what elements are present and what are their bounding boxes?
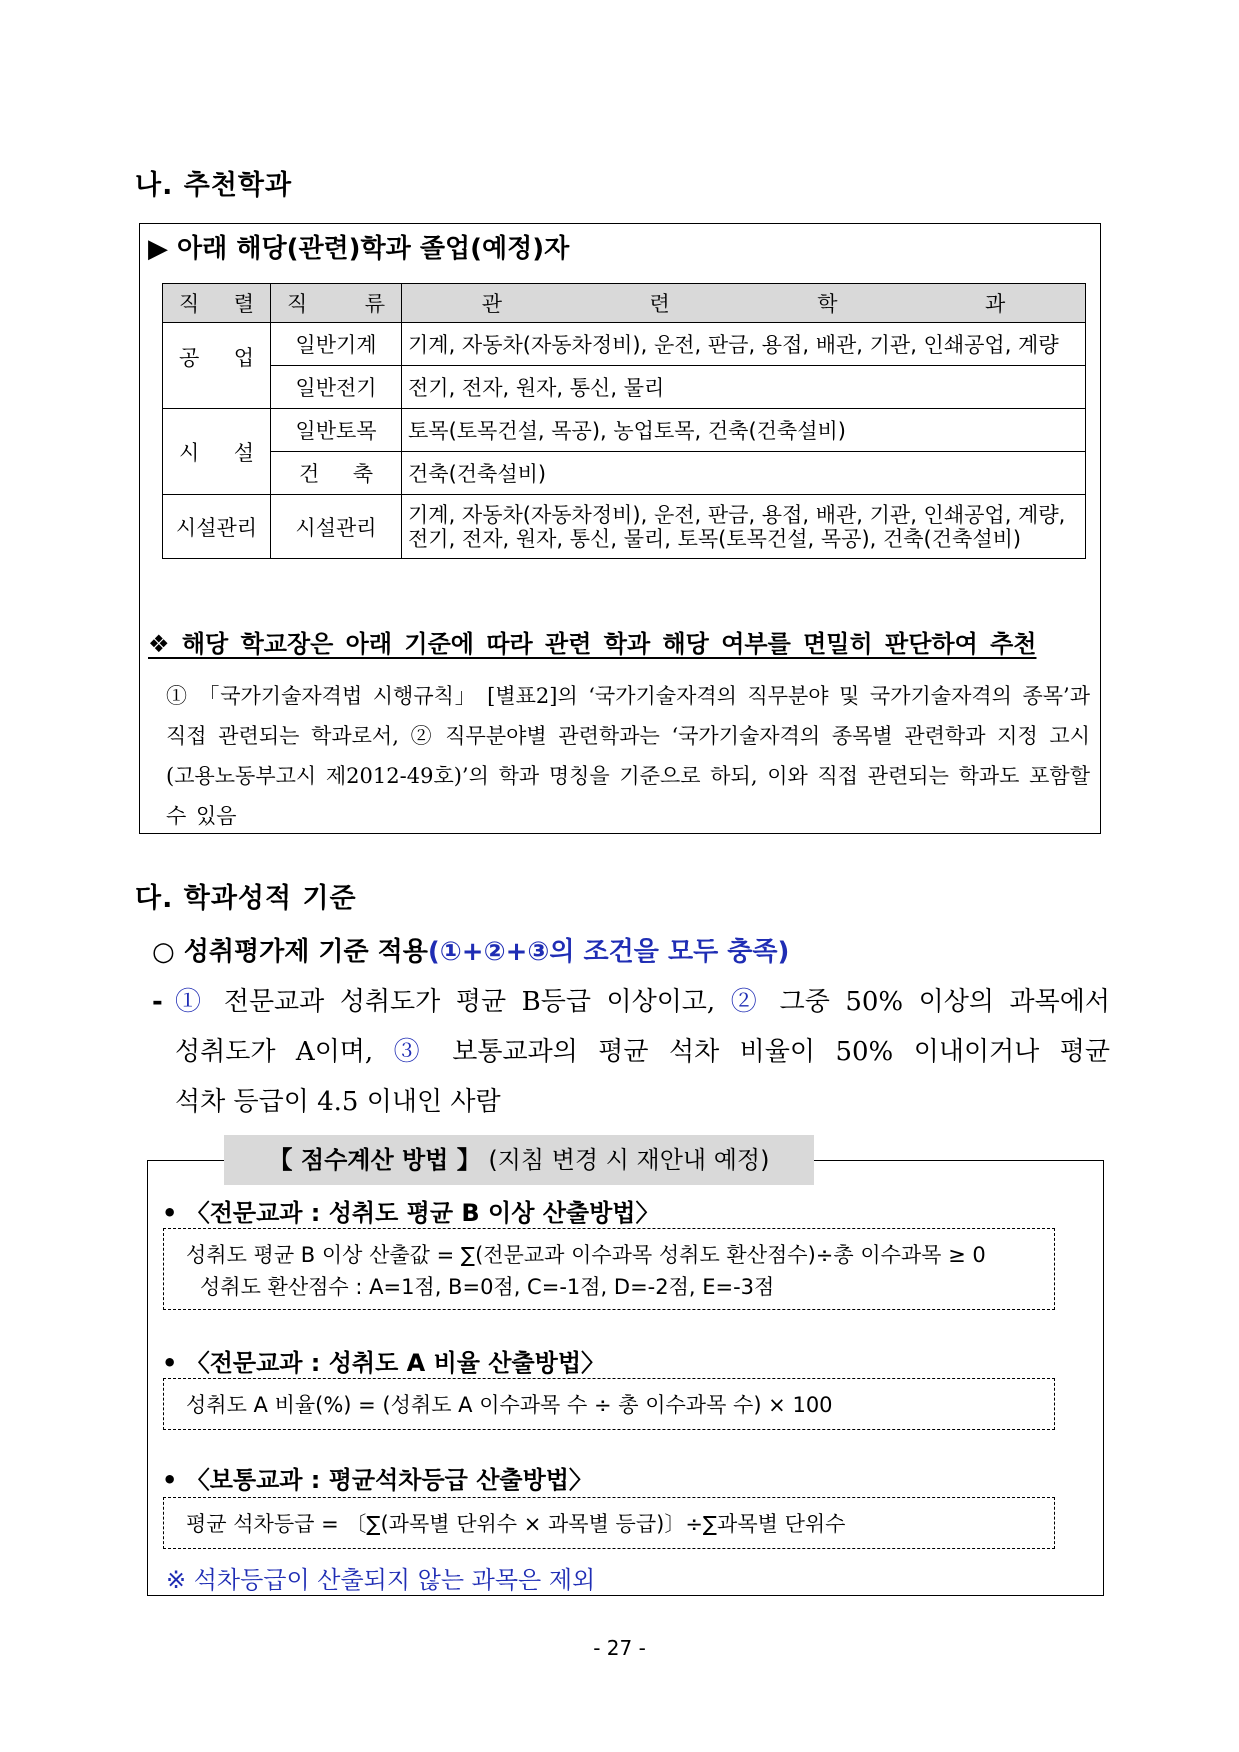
excluded-subjects-note: ※ 석차등급이 산출되지 않는 과목은 제외 xyxy=(166,1566,596,1594)
section-title-grade-criteria: 다. 학과성적 기준 xyxy=(135,883,357,914)
score-calculation-subtitle: (지침 변경 시 재안내 예정) xyxy=(488,1146,770,1174)
type-cell: 시설관리 xyxy=(271,495,402,559)
type-cell: 일반전기 xyxy=(271,366,402,409)
table-row xyxy=(163,366,1086,409)
condition-3-text-cont: 석차 등급이 4.5 이내인 사람 xyxy=(175,1087,501,1117)
type-cell: 일반기계 xyxy=(271,323,402,366)
method-1-conversion: 성취도 환산점수 : A=1점, B=0점, C=-1점, D=-2점, E=-3점 xyxy=(200,1275,775,1299)
section-title-recommended-departments: 나. 추천학과 xyxy=(135,170,293,201)
method-2-formula-box xyxy=(163,1378,1055,1430)
principal-judgment-note-title: ❖ 해당 학교장은 아래 기준에 따라 관련 학과 해당 여부를 면밀히 판단하여 추천 xyxy=(148,630,1037,658)
condition-1-text: 전문교과 성취도가 평균 B등급 이상이고, xyxy=(223,987,716,1017)
departments-cell: 기계, 자동차(자동차정비), 운전, 판금, 용접, 배관, 기관, 인쇄공업, 계량 xyxy=(402,323,1086,366)
table-row xyxy=(163,409,1086,452)
department-table xyxy=(162,283,1086,559)
departments-line: 기계, 자동차(자동차정비), 운전, 판금, 용접, 배관, 기관, 인쇄공업, 계량, xyxy=(408,502,1066,527)
departments-line: 전기, 전자, 원자, 통신, 물리, 토목(토목건설, 목공), 건축(건축설비) xyxy=(408,526,1022,551)
departments-cell xyxy=(402,495,1086,559)
condition-2-text: 그중 50% 이상의 과목에서 xyxy=(779,987,1111,1017)
criteria-text xyxy=(175,977,1110,1127)
condition-2-marker: ② xyxy=(730,987,765,1017)
series-cell: 시설관리 xyxy=(163,495,271,559)
bullet-text: ○ 성취평가제 기준 적용 xyxy=(152,937,428,967)
condition-2-text-cont: 성취도가 A이며, xyxy=(175,1037,374,1067)
header-departments: 관 련 학 과 xyxy=(402,284,1086,323)
departments-cell: 건축(건축설비) xyxy=(402,452,1086,495)
type-cell: 건 축 xyxy=(271,452,402,495)
dash-marker: - xyxy=(152,987,163,1017)
method-3-heading: • 〈보통교과 : 평균석차등급 산출방법〉 xyxy=(162,1466,593,1494)
condition-3-text: 보통교과의 평균 석차 비율이 50% 이내이거나 평균 xyxy=(452,1037,1110,1067)
score-calculation-label xyxy=(224,1135,814,1185)
condition-1-marker: ① xyxy=(175,987,209,1017)
header-series: 직 렬 xyxy=(163,284,271,323)
method-1-formula-box xyxy=(163,1228,1055,1310)
series-cell: 시 설 xyxy=(163,409,271,495)
header-type: 직 류 xyxy=(271,284,402,323)
bullet-condition: (①+②+③의 조건을 모두 충족) xyxy=(427,937,790,967)
table-row xyxy=(163,452,1086,495)
page-number: - 27 - xyxy=(593,1636,646,1660)
achievement-criteria-bullet xyxy=(152,931,789,968)
principal-judgment-note-body: ① 「국가기술자격법 시행규칙」 [별표2]의 ‘국가기술자격의 직무분야 및 국가기술자격의 종목’과 직접 관련되는 학과로서, ② 직무분야별 관련학과는 ‘국가기술자격의 종목별 관련학과 지정 고시(고용노동부고시 제2012-49호)’의 학과 명칭을 기준으로 하되, 이와 직접 관련되는 학과도 포함할 수 있음 xyxy=(166,684,1090,828)
method-3-formula-box xyxy=(163,1497,1055,1549)
series-cell: 공 업 xyxy=(163,323,271,409)
method-1-heading: • 〈전문교과 : 성취도 평균 B 이상 산출방법〉 xyxy=(162,1199,660,1227)
method-1-formula: 성취도 평균 B 이상 산출값 = ∑(전문교과 이수과목 성취도 환산점수)÷총 이수과목 ≥ 0 xyxy=(186,1243,986,1267)
eligibility-heading: ▶ 아래 해당(관련)학과 졸업(예정)자 xyxy=(148,234,570,264)
departments-cell: 토목(토목건설, 목공), 농업토목, 건축(건축설비) xyxy=(402,409,1086,452)
table-row xyxy=(163,495,1086,559)
condition-3-marker: ③ xyxy=(393,1037,432,1067)
table-header-row xyxy=(163,284,1086,323)
score-calculation-title: 【 점수계산 방법 】 xyxy=(268,1146,481,1174)
departments-cell: 전기, 전자, 원자, 통신, 물리 xyxy=(402,366,1086,409)
method-2-heading: • 〈전문교과 : 성취도 A 비율 산출방법〉 xyxy=(162,1349,606,1377)
table-row xyxy=(163,323,1086,366)
type-cell: 일반토목 xyxy=(271,409,402,452)
method-3-formula: 평균 석차등급 = 〔∑(과목별 단위수 × 과목별 등급)〕÷∑과목별 단위수 xyxy=(186,1512,846,1536)
method-2-formula: 성취도 A 비율(%) = (성취도 A 이수과목 수 ÷ 총 이수과목 수) × 100 xyxy=(186,1393,833,1417)
